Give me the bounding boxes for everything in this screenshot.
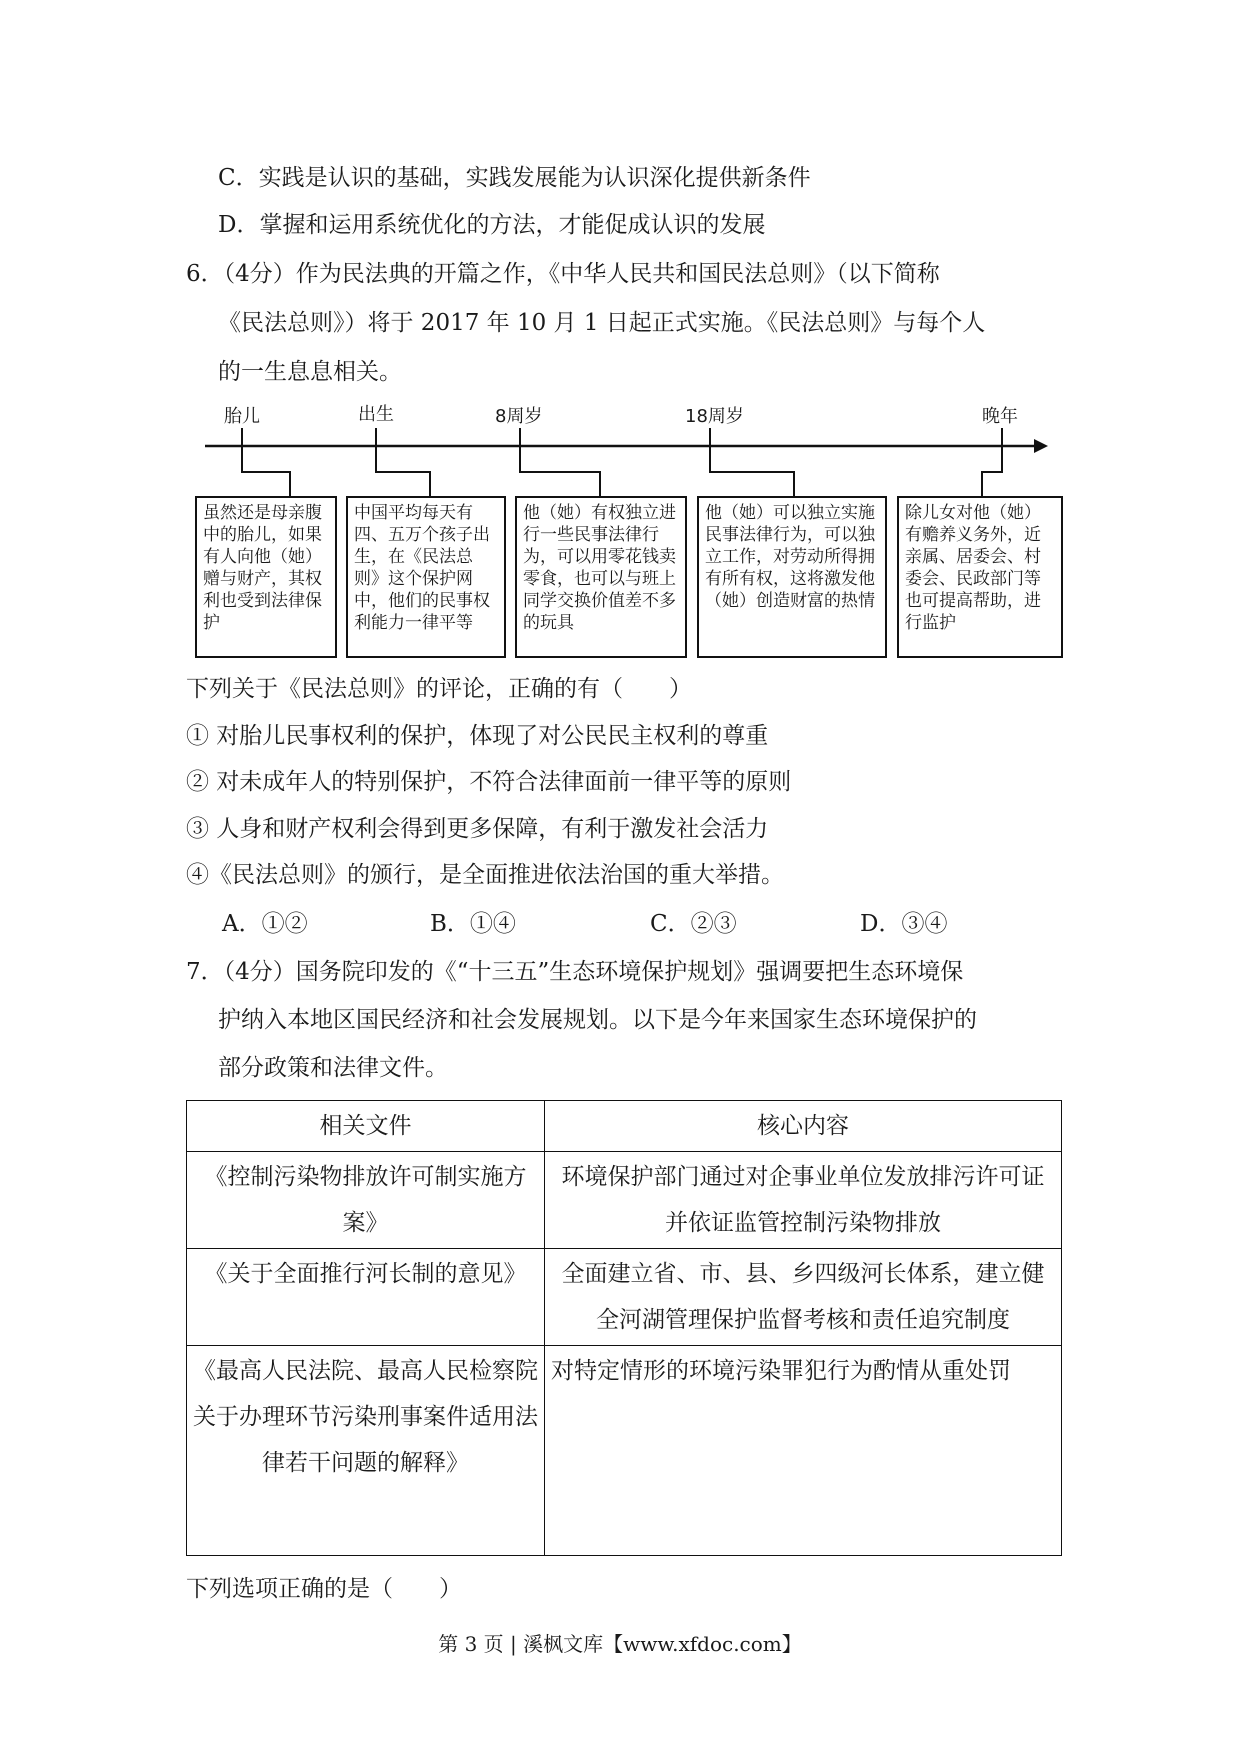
statement-4: ④《民法总则》的颁行，是全面推进依法治国的重大举措。	[186, 862, 784, 888]
q6-stem-line2: 《民法总则》）将于 2017 年 10 月 1 日起正式实施。《民法总则》与每个人	[218, 310, 986, 336]
q7-stem-line2: 护纳入本地区国民经济和社会发展规划。以下是今年来国家生态环境保护的	[218, 1007, 977, 1033]
timeline-box-age18: 他（她）可以独立实施民事法律行为，可以独立工作，对劳动所得拥有所有权，这将激发他（她）创造财富的热情	[697, 496, 887, 658]
q6-stem-line1: 6．（4分）作为民法典的开篇之作，《中华人民共和国民法总则》（以下简称	[186, 261, 940, 287]
table-row	[187, 1152, 1062, 1249]
option-c: C．实践是认识的基础，实践发展能为认识深化提供新条件	[218, 165, 811, 191]
q6-option-c[interactable]: C．②③	[650, 911, 737, 937]
timeline-box-old-age: 除儿女对他（她）有赡养义务外，近亲属、居委会、村委会、民政部门等也可提高帮助，进行监护	[897, 496, 1063, 658]
q7-question: 下列选项正确的是（ ）	[186, 1576, 462, 1602]
timeline-label-fetus: 胎儿	[224, 406, 260, 427]
table-cell-content: 全面建立省、市、县、乡四级河长体系，建立健全河湖管理保护监督考核和责任追究制度	[545, 1249, 1062, 1346]
timeline-label-old-age: 晚年	[982, 406, 1018, 427]
timeline-label-birth: 出生	[358, 404, 394, 425]
timeline-box-age8: 他（她）有权独立进行一些民事法律行为，可以用零花钱卖零食，也可以与班上同学交换价值差不多的玩具	[515, 496, 687, 658]
timeline-lines	[0, 0, 1240, 700]
table-header-content: 核心内容	[545, 1101, 1062, 1152]
q6-option-b[interactable]: B．①④	[430, 911, 516, 937]
table-cell-content: 对特定情形的环境污染罪犯行为酌情从重处罚	[545, 1346, 1062, 1556]
table-header-row	[187, 1101, 1062, 1152]
q6-question: 下列关于《民法总则》的评论，正确的有（ ）	[186, 676, 692, 702]
q6-stem-line3: 的一生息息相关。	[218, 359, 402, 385]
option-d: D．掌握和运用系统优化的方法，才能促成认识的发展	[218, 212, 766, 238]
statement-2: ② 对未成年人的特别保护，不符合法律面前一律平等的原则	[186, 769, 792, 795]
q6-option-d[interactable]: D．③④	[860, 911, 948, 937]
timeline-label-age8: 8周岁	[495, 406, 543, 427]
statement-1: ① 对胎儿民事权利的保护，体现了对公民民主权利的尊重	[186, 723, 769, 749]
statement-3: ③ 人身和财产权利会得到更多保障，有利于激发社会活力	[186, 816, 769, 842]
table-row	[187, 1249, 1062, 1346]
table-cell-document: 《关于全面推行河长制的意见》	[187, 1249, 545, 1346]
table-header-documents: 相关文件	[187, 1101, 545, 1152]
policy-table	[186, 1100, 1062, 1556]
table-cell-content: 环境保护部门通过对企事业单位发放排污许可证并依证监管控制污染物排放	[545, 1152, 1062, 1249]
table-row	[187, 1346, 1062, 1556]
q6-options	[0, 908, 1240, 940]
q7-stem-line1: 7．（4分）国务院印发的《“十三五”生态环境保护规划》强调要把生态环境保	[186, 959, 964, 985]
q7-stem-line3: 部分政策和法律文件。	[218, 1055, 448, 1081]
table-cell-document: 《控制污染物排放许可制实施方案》	[187, 1152, 545, 1249]
page-footer: 第 3 页 | 溪枫文库【www.xfdoc.com】	[438, 1632, 802, 1656]
timeline-label-age18: 18周岁	[685, 406, 744, 427]
timeline-box-fetus: 虽然还是母亲腹中的胎儿，如果有人向他（她）赠与财产，其权利也受到法律保护	[195, 496, 337, 658]
timeline-box-birth: 中国平均每天有四、五万个孩子出生，在《民法总则》这个保护网中，他们的民事权利能力一律平等	[346, 496, 506, 658]
table-cell-document: 《最高人民法院、最高人民检察院关于办理环节污染刑事案件适用法律若干问题的解释》	[187, 1346, 545, 1556]
q6-option-a[interactable]: A．①②	[222, 911, 308, 937]
